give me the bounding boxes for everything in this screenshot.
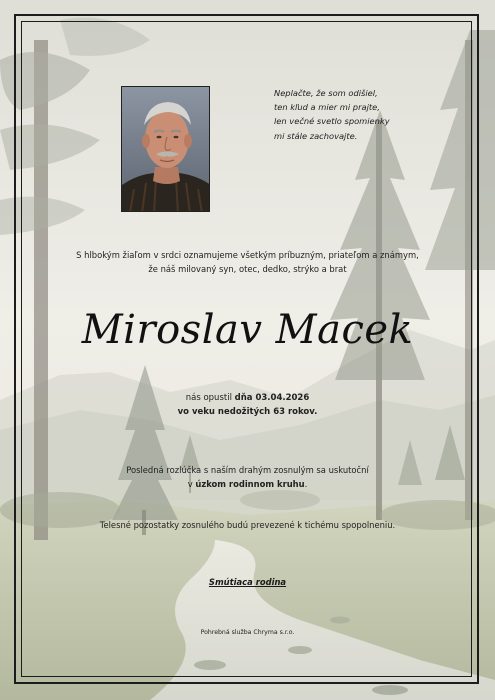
funeral-line-2 (0, 477, 495, 491)
announcement-line-1: S hlbokým žiaľom v srdci oznamujeme všetkým príbuzným, priateľom a známym, (76, 250, 419, 260)
funeral-line-2-suffix: . (304, 479, 308, 490)
memorial-poem (274, 86, 454, 143)
poem-line: ten kľud a mier mi prajte, (274, 102, 380, 113)
death-prefix: nás opustil (185, 393, 232, 403)
announcement-line-2: že náš milovaný syn, otec, dedko, strýko a brat (148, 264, 347, 275)
portrait-illustration (122, 87, 210, 212)
funeral-service-name: Pohrebná služba Chryma s.r.o. (200, 629, 295, 636)
portrait-photo (121, 86, 210, 212)
death-date: dňa 03.04.2026 (234, 393, 310, 403)
family-signature: Smútiaca rodina (208, 577, 287, 587)
poem-line: Neplačte, že som odišiel, (274, 88, 378, 98)
announcement-text (50, 248, 445, 277)
death-details (0, 391, 495, 419)
death-age: vo veku nedožitých 63 rokov. (177, 407, 318, 417)
funeral-line-2-bold: úzkom rodinnom kruhu (195, 479, 305, 490)
death-date-line (0, 391, 495, 405)
funeral-info (0, 463, 495, 492)
remains-text: Telesné pozostatky zosnulého budú prevezené k tichému spopolneniu. (99, 520, 396, 530)
poem-line: mi stále zachovajte. (274, 130, 358, 141)
funeral-line-2-prefix: v (187, 479, 193, 490)
deceased-name: Miroslav Macek (81, 307, 414, 353)
poem-line: len večné svetlo spomienky (274, 116, 390, 127)
funeral-line-1: Posledná rozlúčka s naším drahým zosnulým sa uskutoční (126, 465, 369, 475)
